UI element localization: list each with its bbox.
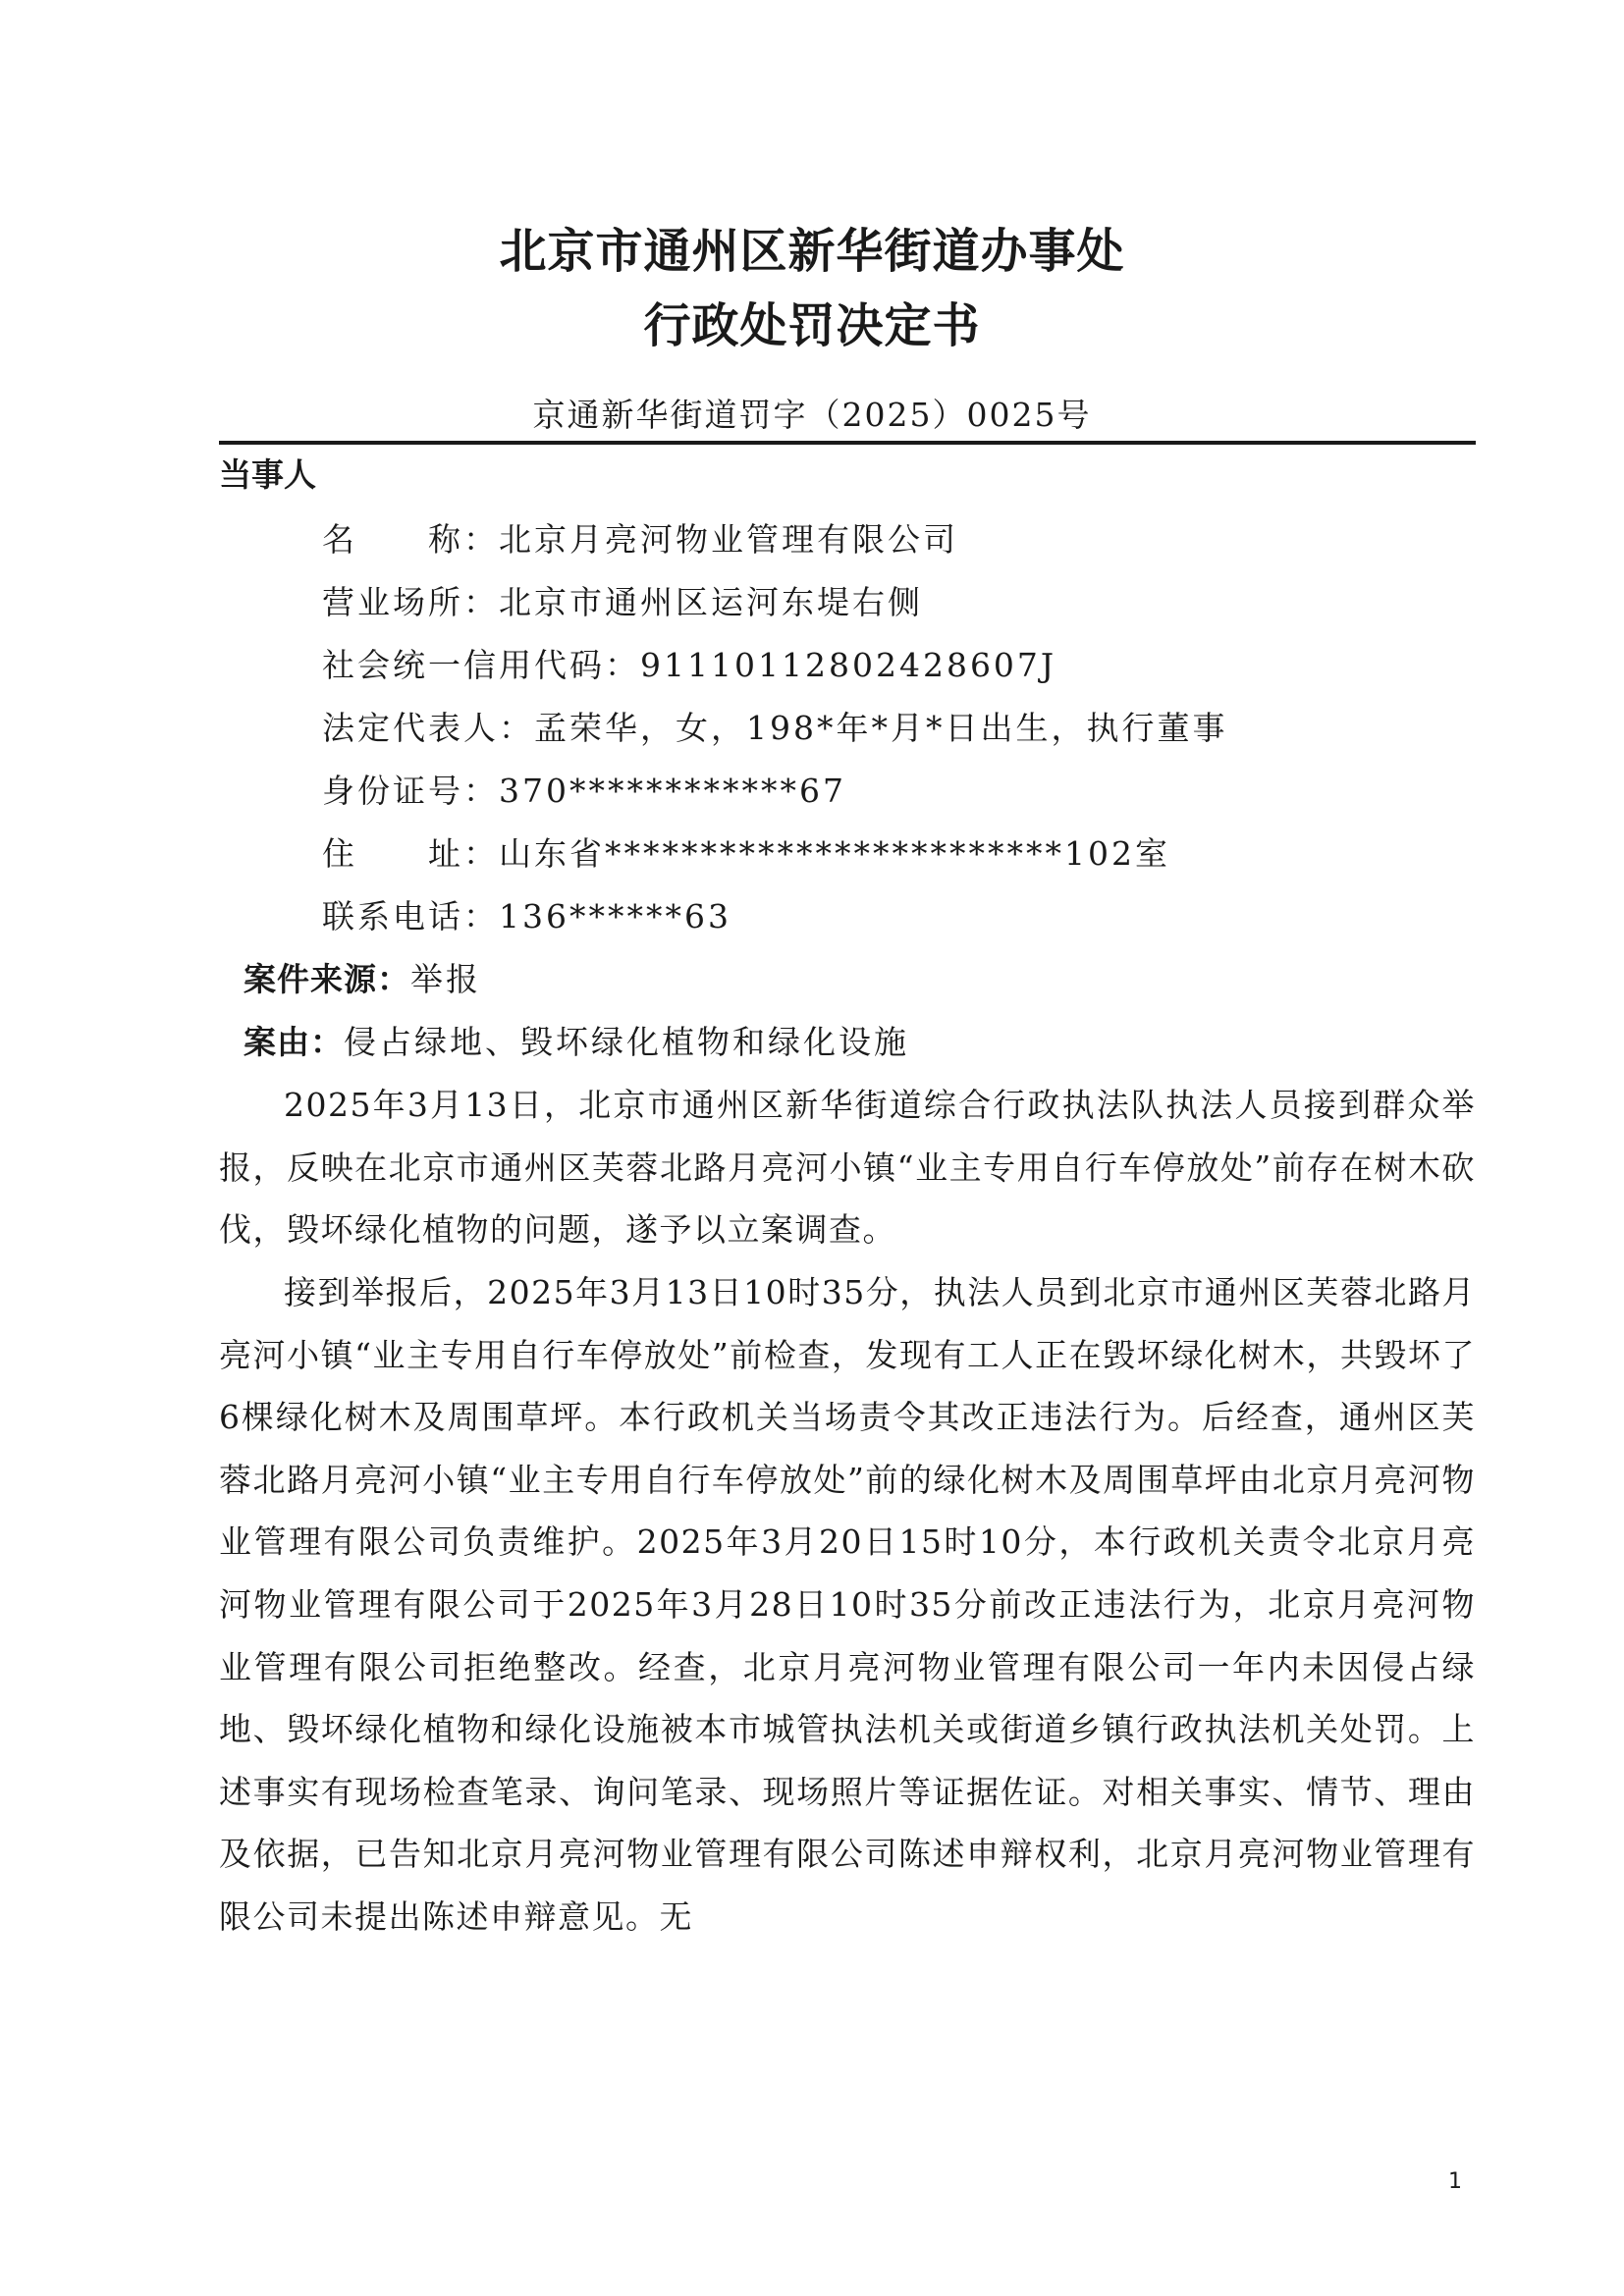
field-label: 住 址： bbox=[322, 834, 499, 873]
field-label: 身份证号： bbox=[322, 772, 499, 810]
party-heading: 当事人 bbox=[219, 455, 316, 494]
party-field-phone bbox=[322, 894, 731, 939]
field-label: 社会统一信用代码： bbox=[322, 646, 640, 684]
field-value: 370************67 bbox=[499, 772, 846, 810]
document-title-line1: 北京市通州区新华街道办事处 bbox=[499, 224, 1125, 279]
party-field-business-address bbox=[322, 580, 923, 625]
field-value: 孟荣华，女，198*年*月*日出生，执行董事 bbox=[534, 709, 1228, 747]
field-label: 法定代表人： bbox=[322, 709, 534, 747]
header-divider bbox=[219, 441, 1476, 445]
field-label: 联系电话： bbox=[322, 897, 499, 935]
party-field-address bbox=[322, 831, 1170, 877]
page-number: 1 bbox=[1448, 2169, 1462, 2194]
case-cause-label: 案由： bbox=[244, 1023, 344, 1061]
party-field-credit-code bbox=[322, 643, 1056, 688]
case-source-row bbox=[244, 957, 481, 1002]
document-title-line2: 行政处罚决定书 bbox=[643, 298, 981, 353]
field-label: 名 称： bbox=[322, 520, 499, 559]
case-cause-row bbox=[244, 1020, 909, 1065]
body-paragraph-2: 接到举报后，2025年3月13日10时35分，执法人员到北京市通州区芙蓉北路月亮河小镇“业主专用自行车停放处”前检查，发现有工人正在毁坏绿化树木，共毁坏了6棵绿化树木及周围草坪。本行政机关当场责令其改正违法行为。后经查，通州区芙蓉北路月亮河小镇“业主专用自行车停放处”前的绿化树木及周围草坪由北京月亮河物业管理有限公司负责维护。2025年3月20日15时10分，本行政机关责令北京月亮河物业管理有限公司于2025年3月28日10时35分前改正违法行为，北京月亮河物业管理有限公司拒绝整改。经查，北京月亮河物业管理有限公司一年内未因侵占绿地、毁坏绿化植物和绿化设施被本市城管执法机关或街道乡镇行政执法机关处罚。上述事实有现场检查笔录、询问笔录、现场照片等证据佐证。对相关事实、情节、理由及依据，已告知北京月亮河物业管理有限公司陈述申辩权利，北京月亮河物业管理有限公司未提出陈述申辩意见。无 bbox=[219, 1273, 1476, 1936]
document-number: 京通新华街道罚字（2025）0025号 bbox=[532, 396, 1092, 434]
party-field-id-number bbox=[322, 769, 846, 814]
field-value: 北京市通州区运河东堤右侧 bbox=[499, 583, 923, 621]
field-value: 山东省************************102室 bbox=[499, 834, 1170, 873]
field-value: 136******63 bbox=[499, 897, 731, 935]
party-field-legal-representative bbox=[322, 706, 1228, 751]
body-paragraph-1: 2025年3月13日，北京市通州区新华街道综合行政执法队执法人员接到群众举报，反映在北京市通州区芙蓉北路月亮河小镇“业主专用自行车停放处”前存在树木砍伐，毁坏绿化植物的问题，遂予以立案调查。 bbox=[219, 1086, 1476, 1250]
field-value: 北京月亮河物业管理有限公司 bbox=[499, 520, 958, 559]
field-label: 营业场所： bbox=[322, 583, 499, 621]
field-value: 91110112802428607J bbox=[640, 646, 1057, 684]
party-field-name bbox=[322, 517, 958, 562]
case-source-value: 举报 bbox=[410, 960, 481, 998]
case-cause-value: 侵占绿地、毁坏绿化植物和绿化设施 bbox=[344, 1023, 909, 1061]
case-source-label: 案件来源： bbox=[244, 960, 410, 998]
